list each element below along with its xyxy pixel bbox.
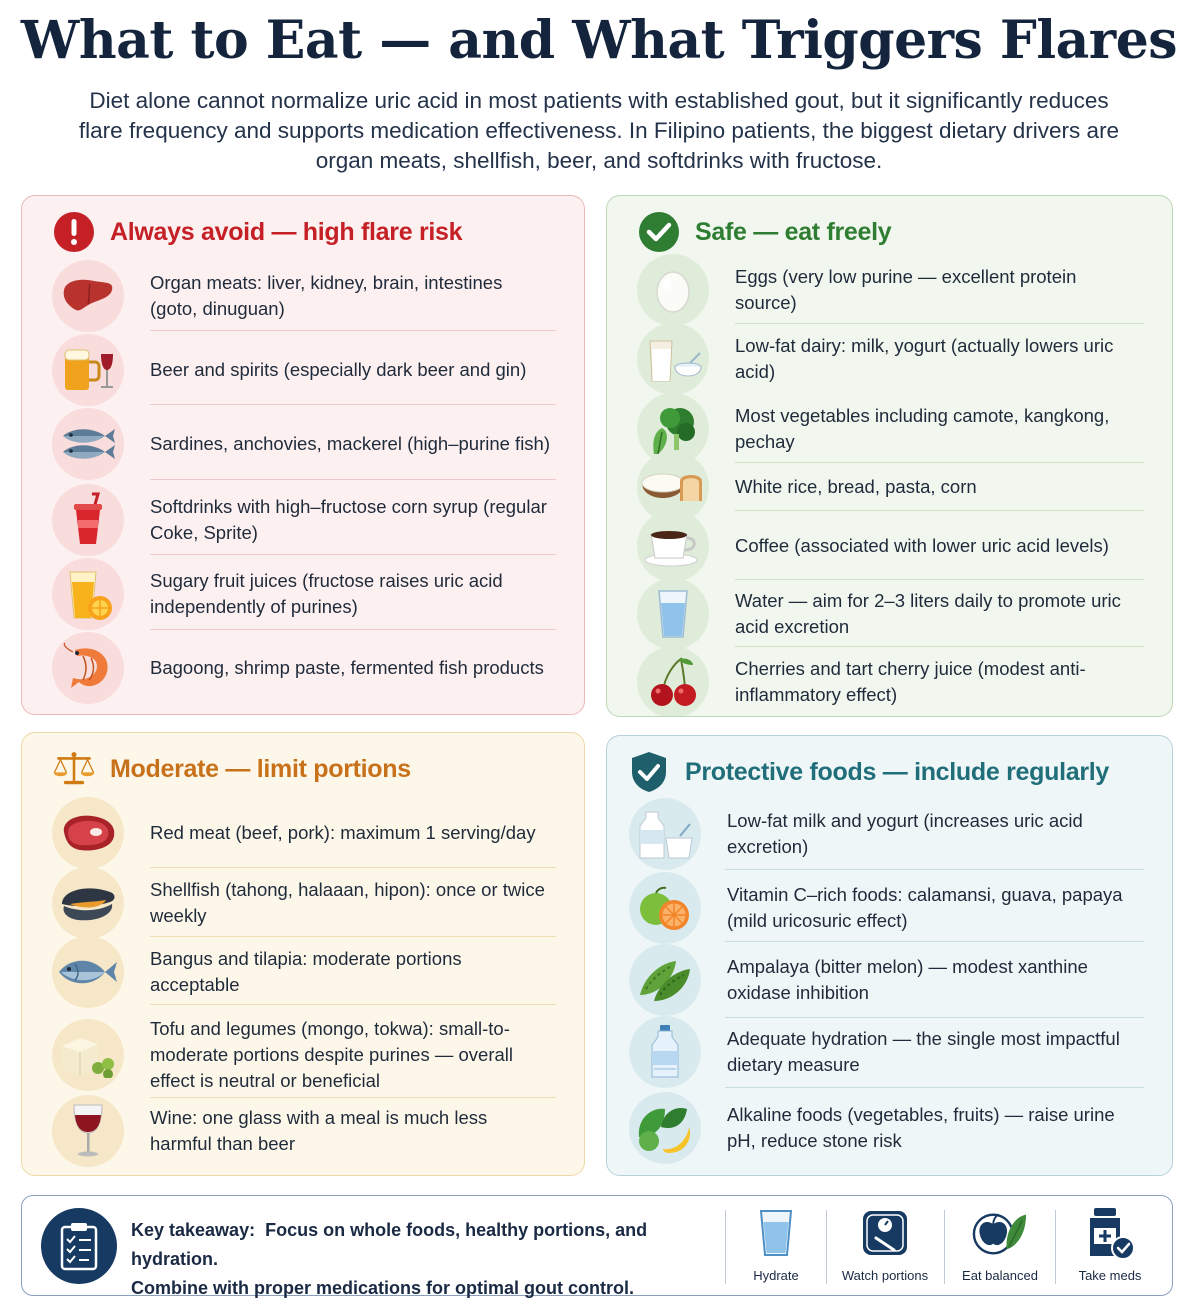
list-item [629,1092,1144,1164]
protective-item-text: Ampalaya (bitter melon) — modest xanthine oxidase inhibition [727,956,1088,1003]
moderate-item-text: Tofu and legumes (mongo, tokwa): small-to-moderate portions despite purines — overall effect is neutral or beneficial [150,1018,513,1091]
divider [150,479,556,480]
footer-item-eat-balanced [945,1204,1055,1288]
scales-icon [52,747,96,791]
wine-glass-icon [52,1095,124,1167]
list-item [52,260,556,332]
moderate-item-text: Bangus and tilapia: moderate portions acceptable [150,948,462,995]
water-glass-icon [748,1204,804,1262]
juice-glass-icon [52,558,124,630]
page-title: What to Eat — and What Triggers Flares [20,10,1178,71]
list-item [52,936,556,1008]
water-glass-icon [637,578,709,650]
protective-item-text: Adequate hydration — the single most impactful dietary measure [727,1028,1120,1075]
moderate-item-text: Wine: one glass with a meal is much less harmful than beer [150,1107,488,1154]
scale-icon [857,1204,913,1262]
safe-item-text: Most vegetables including camote, kangkong, pechay [735,405,1110,452]
safe-header [637,210,891,254]
safe-item-text: Coffee (associated with lower uric acid levels) [735,535,1109,556]
avoid-item-text: Sugary fruit juices (fructose raises uric acid independently of purines) [150,570,503,617]
citrus-icon [629,872,701,944]
list-item [637,254,1144,326]
list-item [629,944,1144,1016]
safe-item-text: White rice, bread, pasta, corn [735,476,977,497]
steak-icon [52,797,124,869]
key-takeaway-bar [21,1195,1173,1296]
clipboard-icon [41,1208,117,1284]
list-item [52,867,556,939]
protective-item-text: Low-fat milk and yogurt (increases uric acid excretion) [727,810,1083,857]
list-item [52,558,556,630]
safe-item-text: Water — aim for 2–3 liters daily to promote uric acid excretion [735,590,1121,637]
shrimp-icon [52,632,124,704]
greens-banana-icon [629,1092,701,1164]
moderate-item-text: Shellfish (tahong, halaaan, hipon): once or twice weekly [150,879,545,926]
divider [826,1210,827,1284]
divider [725,941,1144,942]
divider [725,1087,1144,1088]
key-takeaway-label: Key takeaway: [131,1220,256,1240]
list-item [637,510,1144,582]
divider [150,629,556,630]
intro-paragraph: Diet alone cannot normalize uric acid in most patients with established gout, but it significantly reduces flare frequency and supports medication effectiveness. In Filipino patients, the biggest dietary drivers are organ meats, shellfish, beer, and softdrinks with fructose. [78,88,1120,173]
cherries-icon [637,646,709,717]
list-item [629,872,1144,944]
liver-icon [52,260,124,332]
avoid-heading: Always avoid — high flare risk [110,217,463,246]
milk-yogurt-icon [637,323,709,395]
divider [150,554,556,555]
sardines-icon [52,408,124,480]
footer-item-label: Take meds [1078,1268,1142,1283]
safe-item-text: Cherries and tart cherry juice (modest anti-inflammatory effect) [735,658,1086,705]
medicine-bottle-icon [1082,1204,1138,1262]
safe-item-text: Eggs (very low purine — excellent protein source) [735,266,1077,313]
coffee-cup-icon [637,510,709,582]
key-takeaway-text [131,1216,731,1303]
protective-heading: Protective foods — include regularly [685,757,1110,786]
avoid-item-text: Organ meats: liver, kidney, brain, intestines (goto, dinuguan) [150,272,503,319]
list-item [629,1016,1144,1088]
key-takeaway-line1: Focus on whole foods, healthy portions, and hydration. [131,1220,648,1269]
moderate-header [52,747,411,791]
shield-check-icon [627,750,671,794]
protective-item-text: Alkaline foods (vegetables, fruits) — raise urine pH, reduce stone risk [727,1104,1115,1151]
footer-item-hydrate [721,1204,831,1288]
divider [725,869,1144,870]
footer-item-take-meds [1055,1204,1165,1288]
list-item [52,408,556,480]
divider [150,404,556,405]
milk-yogurt-icon [629,798,701,870]
fish-icon [52,936,124,1008]
protective-header [627,750,1109,794]
avoid-panel [21,195,585,715]
divider [150,1004,556,1005]
avoid-header [52,210,462,254]
tofu-icon [52,1019,124,1091]
checkmark-icon [637,210,681,254]
exclamation-icon [52,210,96,254]
safe-panel [606,195,1173,717]
water-bottle-icon [629,1016,701,1088]
list-item [629,798,1144,870]
protective-panel [606,735,1173,1176]
avoid-item-text: Softdrinks with high–fructose corn syrup (regular Coke, Sprite) [150,496,547,543]
list-item [52,334,556,406]
list-item [637,646,1144,717]
moderate-item-text: Red meat (beef, pork): maximum 1 serving/day [150,822,536,843]
list-item [52,1016,556,1094]
apple-leaf-icon [972,1204,1028,1262]
mussel-icon [52,867,124,939]
bitter-melon-icon [629,944,701,1016]
list-item [52,632,556,704]
avoid-item-text: Sardines, anchovies, mackerel (high–purine fish) [150,433,551,454]
avoid-item-text: Beer and spirits (especially dark beer and gin) [150,359,527,380]
soda-cup-icon [52,484,124,556]
list-item [52,797,556,869]
footer-item-label: Eat balanced [962,1268,1038,1283]
protective-item-text: Vitamin C–rich foods: calamansi, guava, papaya (mild uricosuric effect) [727,884,1123,931]
moderate-heading: Moderate — limit portions [110,754,411,783]
safe-heading: Safe — eat freely [695,217,892,246]
list-item [52,484,556,556]
key-takeaway-line2: Combine with proper medications for optimal gout control. [131,1278,635,1298]
list-item [52,1095,556,1167]
list-item [637,323,1144,395]
avoid-item-text: Bagoong, shrimp paste, fermented fish products [150,657,544,678]
list-item [637,578,1144,650]
footer-item-label: Watch portions [841,1268,929,1283]
egg-icon [637,254,709,326]
moderate-panel [21,732,585,1176]
safe-item-text: Low-fat dairy: milk, yogurt (actually lowers uric acid) [735,335,1114,382]
beer-wine-icon [52,334,124,406]
footer-item-label: Hydrate [753,1268,799,1283]
footer-item-watch-portions [830,1204,940,1288]
divider [150,330,556,331]
